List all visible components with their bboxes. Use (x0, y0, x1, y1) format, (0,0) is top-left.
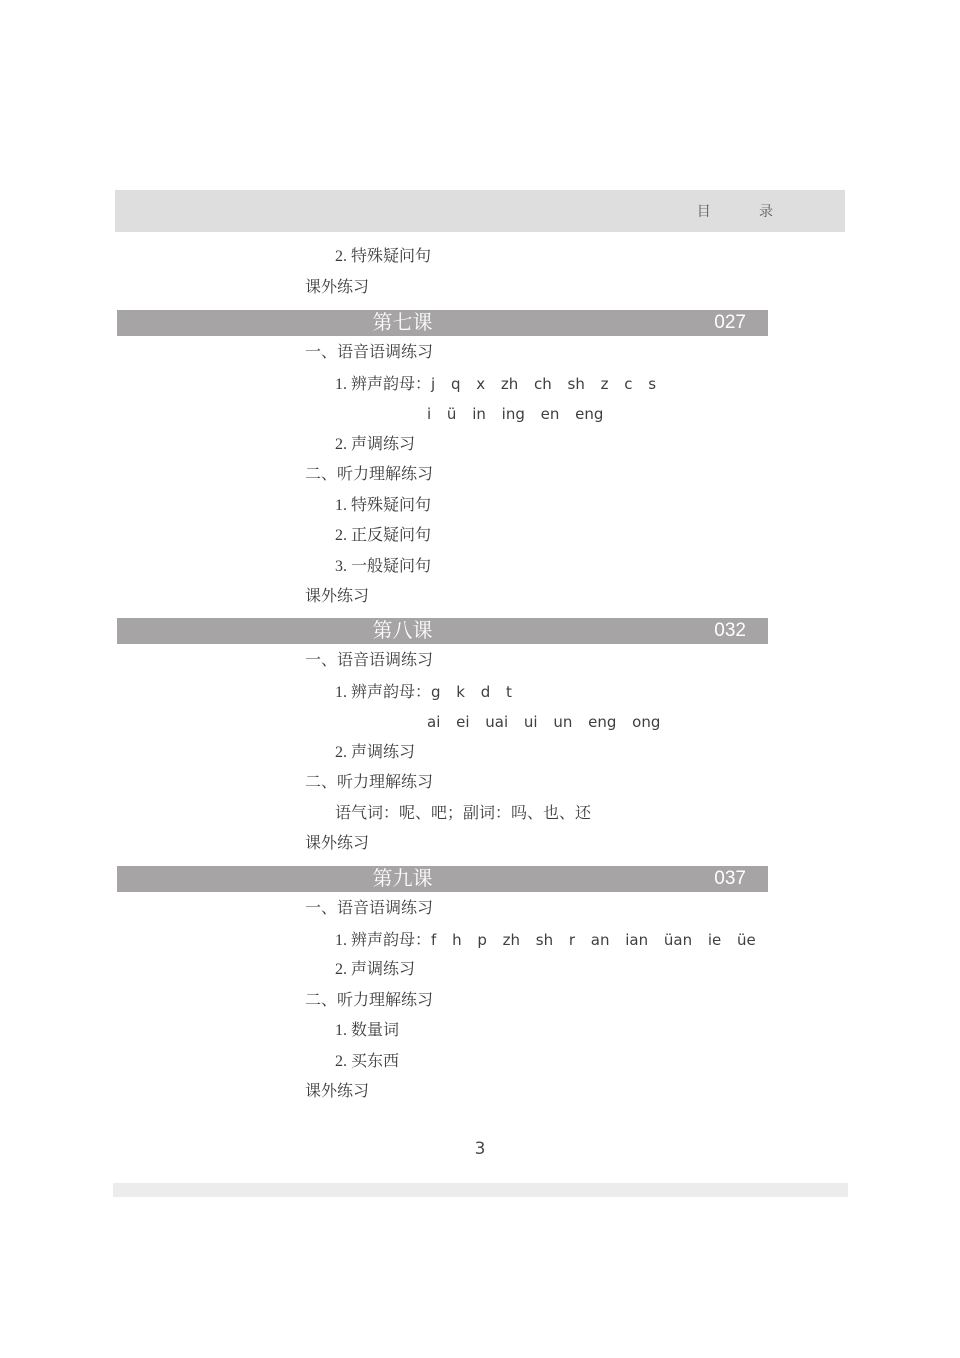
entry-label: 1. 辨声韵母： (335, 683, 432, 701)
toc-entry: 1. 特殊疑问句 (335, 496, 432, 514)
toc-entry (0, 707, 960, 738)
lesson-8-entries (0, 646, 960, 860)
header-bar (115, 190, 845, 232)
lesson-7-entries (0, 338, 960, 613)
lesson-page-number: 037 (714, 868, 746, 889)
toc-entry: 2. 声调练习 (335, 743, 416, 761)
toc-entry: 课外练习 (305, 588, 370, 605)
toc-entry (0, 369, 960, 400)
pinyin-text: i ü in ing en eng (427, 405, 604, 423)
pinyin-text: j q x zh ch sh z c s (431, 374, 657, 393)
toc-entry: 语气词：呢、吧；副词：吗、也、还 (335, 804, 592, 822)
lesson-page-number: 027 (714, 312, 746, 333)
toc-content (0, 242, 960, 1164)
lesson-title: 第九课 (372, 868, 433, 890)
toc-entry: 课外练习 (305, 278, 370, 296)
toc-entry: 3. 一般疑问句 (335, 557, 432, 575)
toc-entry: 一、语音语调练习 (305, 652, 434, 669)
pinyin-text: f h p zh sh r an ian üan ie üe (431, 930, 756, 949)
toc-entry: 2. 声调练习 (335, 961, 416, 978)
toc-entry: 一、语音语调练习 (305, 900, 434, 917)
entry-label: 1. 辨声韵母： (335, 375, 432, 393)
lesson-bar-8 (117, 618, 768, 644)
lesson-title: 第七课 (372, 312, 433, 334)
toc-entry (0, 399, 960, 430)
toc-entry: 二、听力理解练习 (305, 774, 434, 791)
entry-label: 1. 辨声韵母： (335, 931, 432, 949)
toc-entry: 2. 特殊疑问句 (335, 248, 432, 265)
pinyin-text: g k d t (431, 682, 512, 701)
toc-entry (0, 925, 960, 956)
toc-entry: 2. 正反疑问句 (335, 527, 432, 544)
toc-entry (0, 677, 960, 708)
lesson-title: 第八课 (372, 620, 433, 642)
lesson-bar-9 (117, 866, 768, 892)
toc-entry: 课外练习 (305, 835, 370, 852)
toc-header-title: 目 录 (696, 205, 796, 220)
toc-entry: 1. 数量词 (335, 1022, 400, 1039)
toc-entry: 课外练习 (305, 1083, 370, 1100)
lesson-page-number: 032 (714, 620, 746, 641)
lesson-9-entries (0, 894, 960, 1108)
toc-entry: 一、语音语调练习 (305, 344, 434, 361)
toc-entry: 2. 声调练习 (335, 435, 416, 453)
lesson-bar-7 (117, 310, 768, 336)
toc-entry: 二、听力理解练习 (305, 466, 434, 483)
pinyin-text: ai ei uai ui un eng ong (427, 713, 661, 731)
toc-entry: 2. 买东西 (335, 1052, 400, 1070)
page-number: 3 (474, 1138, 486, 1159)
footer-bar (113, 1183, 848, 1197)
toc-entry: 二、听力理解练习 (305, 991, 434, 1009)
